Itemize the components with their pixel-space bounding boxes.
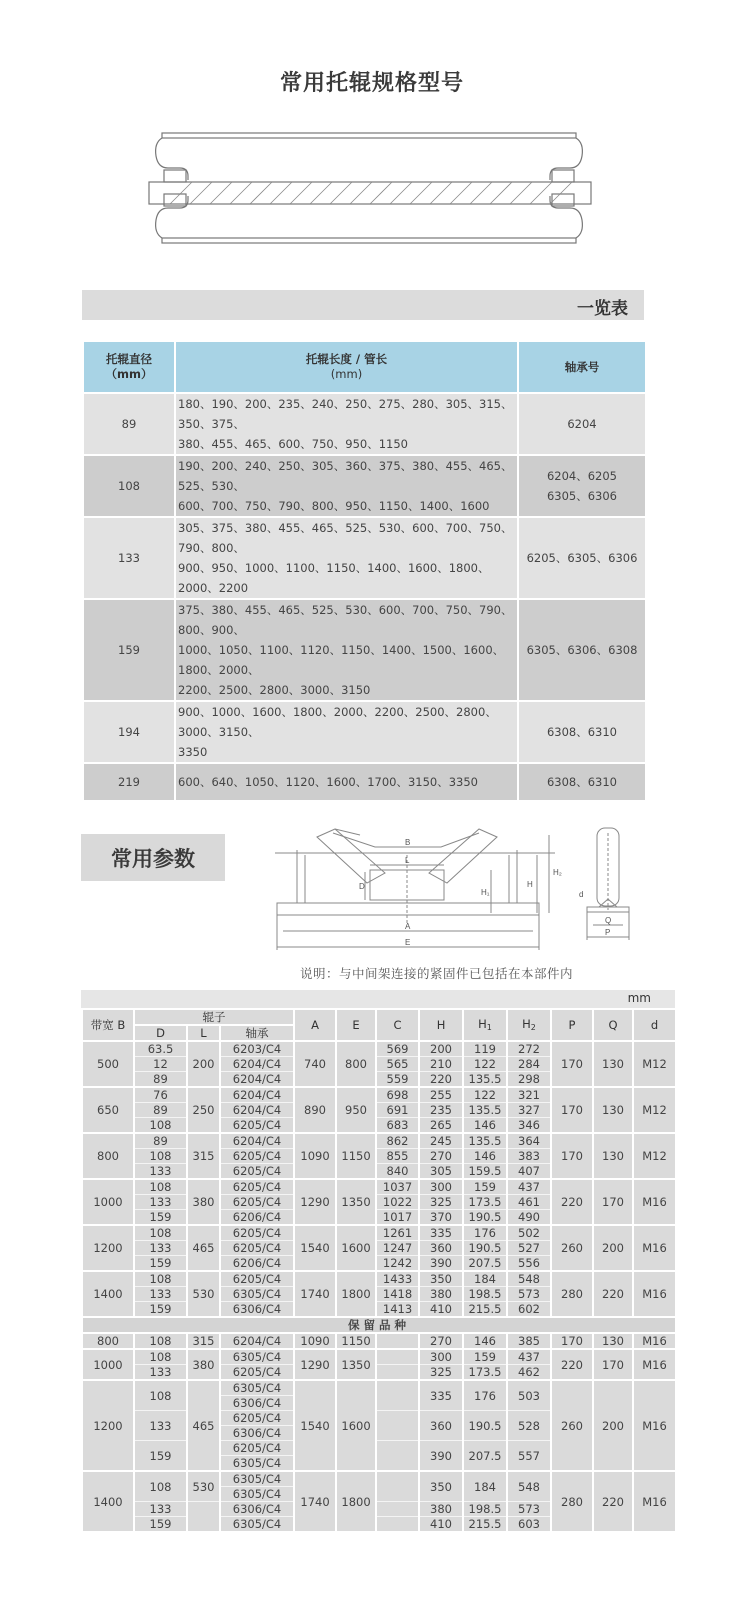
table-cell: 335 [419, 1380, 463, 1411]
idler-parameters-table [81, 1010, 677, 1531]
table-cell: 383 [507, 1149, 551, 1164]
table-cell: 1290 [294, 1349, 336, 1380]
params-band-label: 常用参数 [111, 847, 195, 871]
table-cell: 6305/C4 [220, 1287, 294, 1302]
table-cell: 603 [507, 1517, 551, 1532]
dim-label-Q: Q [605, 916, 612, 925]
table-cell: 1740 [294, 1271, 336, 1317]
table-cell: 135.5 [463, 1133, 507, 1149]
table-cell: 170 [593, 1179, 633, 1225]
table-row [82, 1041, 676, 1057]
table-cell: 565 [376, 1057, 419, 1072]
table-cell: 315 [187, 1333, 220, 1349]
assembly-note: 说明：与中间架连接的紧固件已包括在本部件内 [300, 966, 574, 981]
table-cell: 245 [419, 1133, 463, 1149]
table-row [82, 1271, 676, 1287]
table-cell: 6205/C4 [220, 1195, 294, 1210]
table-cell: 410 [419, 1302, 463, 1318]
table-cell: 1247 [376, 1241, 419, 1256]
table-row [82, 1179, 676, 1195]
col-header-P: P [551, 1010, 593, 1041]
col-header-D: D [134, 1025, 187, 1041]
table-cell: 855 [376, 1149, 419, 1164]
table-cell: 691 [376, 1103, 419, 1118]
table-cell: 6205/C4 [220, 1411, 294, 1426]
table-cell: 1350 [336, 1179, 376, 1225]
table-cell [376, 1333, 419, 1349]
table-cell: 548 [507, 1271, 551, 1287]
belt-width-cell: 650 [82, 1087, 134, 1133]
table-cell: 556 [507, 1256, 551, 1272]
col-header-A: A [294, 1010, 336, 1041]
table-cell: 108 [134, 1333, 187, 1349]
table-row [82, 1087, 676, 1103]
table-cell: M16 [633, 1471, 676, 1531]
table-cell: 800 [336, 1041, 376, 1087]
table-cell: 133 [134, 1365, 187, 1381]
table-cell: 6205/C4 [220, 1225, 294, 1241]
table-cell: 265 [419, 1118, 463, 1134]
table-cell: 1800 [336, 1271, 376, 1317]
table-cell: 159 [134, 1302, 187, 1318]
table-cell: 800 [82, 1333, 134, 1349]
table-cell: 6205/C4 [220, 1118, 294, 1134]
table-cell: 300 [419, 1179, 463, 1195]
table-cell: 740 [294, 1041, 336, 1087]
dim-label-H1: H₁ [481, 888, 490, 897]
col-header-roller: 辊子 [134, 1010, 294, 1025]
table-cell: M16 [633, 1271, 676, 1317]
table-cell: 108 [134, 1118, 187, 1134]
table-cell: 1413 [376, 1302, 419, 1318]
table-cell: 465 [187, 1380, 220, 1471]
table-cell: 1433 [376, 1271, 419, 1287]
table-cell: 360 [419, 1411, 463, 1441]
dim-label-D: D [359, 882, 365, 891]
table-cell: 528 [507, 1411, 551, 1441]
table-cell: 133 [134, 1287, 187, 1302]
table-cell: 146 [463, 1333, 507, 1349]
table-cell: 380 [419, 1287, 463, 1302]
table-cell: 235 [419, 1103, 463, 1118]
table-row: 108 190、200、240、250、305、360、375、380、455、465、525、530、 600、700、750、790、800、950、1150、1400、1600 6204、6205 6305、6306 [83, 455, 646, 517]
table-cell [187, 1502, 220, 1532]
belt-width-cell: 1000 [82, 1179, 134, 1225]
table-cell: 159 [134, 1256, 187, 1272]
table-cell: 130 [593, 1041, 633, 1087]
dim-label-A: A [405, 922, 411, 931]
table-cell: 12 [134, 1057, 187, 1072]
table-cell: 6205/C4 [220, 1164, 294, 1180]
table-cell: 133 [134, 1411, 187, 1441]
table-cell: 220 [593, 1471, 633, 1531]
table-cell [376, 1471, 419, 1502]
table-cell: 1540 [294, 1380, 336, 1471]
col-header-H1: $H_1$ [463, 1010, 507, 1041]
table-cell: 170 [593, 1349, 633, 1380]
belt-width-cell: 800 [82, 1133, 134, 1179]
table-cell: 184 [463, 1271, 507, 1287]
table-cell: 557 [507, 1441, 551, 1472]
table-cell: 530 [187, 1271, 220, 1317]
table-cell: 108 [134, 1380, 187, 1411]
table-cell: 220 [593, 1271, 633, 1317]
table-cell: 1200 [82, 1380, 134, 1471]
table-cell: 170 [551, 1087, 593, 1133]
idler-dimension-drawing [265, 825, 645, 960]
table-cell: 530 [187, 1471, 220, 1502]
table-cell: 89 [134, 1103, 187, 1118]
table-cell: 6205/C4 [220, 1179, 294, 1195]
dim-label-P: P [605, 928, 611, 937]
table-cell: 260 [551, 1225, 593, 1271]
dim-label-H: H [527, 880, 533, 889]
table-cell: 548 [507, 1471, 551, 1502]
table-cell: 698 [376, 1087, 419, 1103]
table-cell: 1400 [82, 1471, 134, 1531]
table-cell: 321 [507, 1087, 551, 1103]
table-cell: 284 [507, 1057, 551, 1072]
table-cell: 1600 [336, 1380, 376, 1471]
table-cell: 6305/C4 [220, 1487, 294, 1502]
table-cell: 250 [187, 1087, 220, 1133]
table-cell: 602 [507, 1302, 551, 1318]
table-cell [376, 1349, 419, 1365]
table-row [82, 1225, 676, 1241]
col-header-Q: Q [593, 1010, 633, 1041]
table-cell: 1150 [336, 1333, 376, 1349]
table-cell: 6205/C4 [220, 1241, 294, 1256]
table-cell: 108 [134, 1225, 187, 1241]
table-cell: 346 [507, 1118, 551, 1134]
table-cell: 200 [419, 1041, 463, 1057]
table-cell: 350 [419, 1471, 463, 1502]
table-cell [376, 1365, 419, 1381]
table-cell: 173.5 [463, 1195, 507, 1210]
table-cell: 1290 [294, 1179, 336, 1225]
table-cell: 200 [593, 1225, 633, 1271]
table-cell: 490 [507, 1210, 551, 1226]
table-cell: 159.5 [463, 1164, 507, 1180]
table-cell: 390 [419, 1441, 463, 1472]
table-row [82, 1380, 676, 1396]
table-cell: 559 [376, 1072, 419, 1088]
table-cell: 89 [134, 1133, 187, 1149]
table-cell: 108 [134, 1149, 187, 1164]
dim-label-B: B [405, 838, 411, 847]
table-cell: 465 [187, 1225, 220, 1271]
table-cell: 170 [551, 1333, 593, 1349]
table-cell: 437 [507, 1349, 551, 1365]
table-row: 89 180、190、200、235、240、250、275、280、305、315、350、375、 380、455、465、600、750、950、1150 6204 [83, 393, 646, 455]
table-cell: 122 [463, 1087, 507, 1103]
table-cell: 260 [551, 1380, 593, 1471]
table-cell: 190.5 [463, 1411, 507, 1441]
table-cell: 198.5 [463, 1287, 507, 1302]
table-cell: 6204/C4 [220, 1087, 294, 1103]
table-cell: 190.5 [463, 1210, 507, 1226]
table-row: 159 375、380、455、465、525、530、600、700、750、790、800、900、 1000、1050、1100、1120、1150、1400、1500、1600、1800、2000、 2200、2500、2800、3000、3150 6305、6306、6308 [83, 599, 646, 701]
table-cell: 190.5 [463, 1241, 507, 1256]
table-cell: 410 [419, 1517, 463, 1532]
table-cell: M16 [633, 1179, 676, 1225]
table-cell: 461 [507, 1195, 551, 1210]
table-cell: 6305/C4 [220, 1456, 294, 1472]
table-cell: 200 [593, 1380, 633, 1471]
dim-label-H2: H₂ [553, 868, 562, 877]
table-cell: M12 [633, 1133, 676, 1179]
table-cell: 6206/C4 [220, 1210, 294, 1226]
col-header-C: C [376, 1010, 419, 1041]
table-cell: 6205/C4 [220, 1149, 294, 1164]
table-cell: 6205/C4 [220, 1271, 294, 1287]
belt-width-cell: 500 [82, 1041, 134, 1087]
table-cell: 130 [593, 1133, 633, 1179]
table-cell: 6305/C4 [220, 1380, 294, 1396]
col-header-bearing: 轴承号 [518, 341, 646, 393]
table-cell: 6306/C4 [220, 1396, 294, 1411]
table-cell: 380 [187, 1179, 220, 1225]
table-cell: 6306/C4 [220, 1502, 294, 1517]
table-cell: 6205/C4 [220, 1441, 294, 1456]
table-cell: 390 [419, 1256, 463, 1272]
table-cell: 6305/C4 [220, 1471, 294, 1487]
table-row [82, 1471, 676, 1487]
table-cell: 146 [463, 1149, 507, 1164]
table-cell: 437 [507, 1179, 551, 1195]
table-cell [376, 1411, 419, 1441]
roller-overview-table [82, 340, 647, 802]
table-cell: 360 [419, 1241, 463, 1256]
table-cell: 573 [507, 1502, 551, 1517]
table-cell: M16 [633, 1333, 676, 1349]
table-cell: 6306/C4 [220, 1302, 294, 1318]
table-cell: 270 [419, 1149, 463, 1164]
table-cell: 327 [507, 1103, 551, 1118]
table-cell: 280 [551, 1471, 593, 1531]
table-cell: 1090 [294, 1133, 336, 1179]
table-cell: 305 [419, 1164, 463, 1180]
col-header-H2: $H_2$ [507, 1010, 551, 1041]
col-header-length: 托辊长度 / 管长 (mm) [175, 341, 518, 393]
table-cell: 220 [419, 1072, 463, 1088]
table-row [82, 1133, 676, 1149]
table-cell: 6203/C4 [220, 1041, 294, 1057]
table-cell: 255 [419, 1087, 463, 1103]
table-cell: 1800 [336, 1471, 376, 1531]
table-cell: 207.5 [463, 1441, 507, 1472]
table-cell: 130 [593, 1087, 633, 1133]
table-cell: 300 [419, 1349, 463, 1365]
overview-band [82, 290, 644, 320]
table-cell: 133 [134, 1164, 187, 1180]
dim-label-E: E [405, 938, 411, 947]
table-cell: 210 [419, 1057, 463, 1072]
table-cell: 215.5 [463, 1517, 507, 1532]
table-cell: 364 [507, 1133, 551, 1149]
table-cell: 325 [419, 1365, 463, 1381]
table-row: 194 900、1000、1600、1800、2000、2200、2500、2800、3000、3150、 3350 6308、6310 [83, 701, 646, 763]
table-cell: 135.5 [463, 1072, 507, 1088]
table-cell: 270 [419, 1333, 463, 1349]
table-cell: 6206/C4 [220, 1256, 294, 1272]
table-cell: 950 [336, 1087, 376, 1133]
table-cell: 325 [419, 1195, 463, 1210]
table-cell: 159 [463, 1349, 507, 1365]
unit-label: mm [627, 991, 651, 1005]
table-cell: 272 [507, 1041, 551, 1057]
table-row: 219 600、640、1050、1120、1600、1700、3150、3350 6308、6310 [83, 763, 646, 801]
table-cell [376, 1380, 419, 1411]
table-cell: M12 [633, 1087, 676, 1133]
table-cell: 683 [376, 1118, 419, 1134]
table-cell: 176 [463, 1225, 507, 1241]
table-cell: 1150 [336, 1133, 376, 1179]
table-cell: 220 [551, 1349, 593, 1380]
table-cell: 130 [593, 1333, 633, 1349]
table-cell: 1000 [82, 1349, 134, 1380]
col-header-d: d [633, 1010, 676, 1041]
table-cell: 108 [134, 1471, 187, 1502]
table-row [82, 1349, 676, 1365]
table-cell: 170 [551, 1041, 593, 1087]
table-cell: 215.5 [463, 1302, 507, 1318]
table-cell: 159 [134, 1441, 187, 1472]
table-cell: 1600 [336, 1225, 376, 1271]
table-row [82, 1333, 676, 1349]
table-cell: 1740 [294, 1471, 336, 1531]
table-cell: 108 [134, 1271, 187, 1287]
table-cell: 6204/C4 [220, 1333, 294, 1349]
table-cell: 173.5 [463, 1365, 507, 1381]
table-cell: 502 [507, 1225, 551, 1241]
dim-label-d: d [579, 890, 584, 899]
table-cell: 63.5 [134, 1041, 187, 1057]
col-header-H: H [419, 1010, 463, 1041]
table-cell: 1350 [336, 1349, 376, 1380]
table-cell: 280 [551, 1271, 593, 1317]
params-band [81, 834, 225, 881]
table-cell: 89 [134, 1072, 187, 1088]
table-cell: 6305/C4 [220, 1349, 294, 1365]
table-cell: 133 [134, 1195, 187, 1210]
table-cell: 6204/C4 [220, 1057, 294, 1072]
table-cell: 335 [419, 1225, 463, 1241]
table-cell: 159 [463, 1179, 507, 1195]
table-cell: 6204/C4 [220, 1072, 294, 1088]
table-cell: 385 [507, 1333, 551, 1349]
table-cell: 6204/C4 [220, 1103, 294, 1118]
table-cell: 1017 [376, 1210, 419, 1226]
table-cell: 207.5 [463, 1256, 507, 1272]
table-cell: 569 [376, 1041, 419, 1057]
table-cell: 890 [294, 1087, 336, 1133]
dim-label-L: L [405, 856, 410, 865]
roller-cross-section-drawing [140, 128, 600, 248]
col-header-bearing: 轴承 [220, 1025, 294, 1041]
table-cell: 1037 [376, 1179, 419, 1195]
table-cell: 350 [419, 1271, 463, 1287]
table-cell: 220 [551, 1179, 593, 1225]
unit-band [81, 990, 675, 1008]
table-cell: 108 [134, 1349, 187, 1365]
table-cell: 503 [507, 1380, 551, 1411]
belt-width-cell: 1400 [82, 1271, 134, 1317]
reserved-section-header [82, 1317, 676, 1333]
table-cell: M16 [633, 1380, 676, 1471]
table-cell: 159 [134, 1517, 187, 1532]
table-cell: 198.5 [463, 1502, 507, 1517]
table-cell: 135.5 [463, 1103, 507, 1118]
table-cell: 6204/C4 [220, 1133, 294, 1149]
table-row: 133 305、375、380、455、465、525、530、600、700、750、790、800、 900、950、1000、1100、1150、1400、1600、1800、2000、2200 6205、6305、6306 [83, 517, 646, 599]
table-cell: 146 [463, 1118, 507, 1134]
overview-band-label: 一览表 [577, 299, 628, 319]
table-cell: 1540 [294, 1225, 336, 1271]
table-cell: 862 [376, 1133, 419, 1149]
table-cell: 1242 [376, 1256, 419, 1272]
reserved-label: 保留品种 [82, 1317, 676, 1333]
table-cell: 380 [419, 1502, 463, 1517]
col-header-diameter: 托辊直径 （mm） [83, 341, 175, 393]
table-cell: 840 [376, 1164, 419, 1180]
table-cell [376, 1517, 419, 1532]
table-cell: 315 [187, 1133, 220, 1179]
table-cell: 462 [507, 1365, 551, 1381]
table-cell: 1022 [376, 1195, 419, 1210]
table-cell: 298 [507, 1072, 551, 1088]
table-cell: 119 [463, 1041, 507, 1057]
table-cell: 184 [463, 1471, 507, 1502]
table-cell: M16 [633, 1225, 676, 1271]
table-cell: 380 [187, 1349, 220, 1380]
table-cell: 200 [187, 1041, 220, 1087]
table-cell: 6306/C4 [220, 1426, 294, 1441]
col-header-L: L [187, 1025, 220, 1041]
table-cell: 159 [134, 1210, 187, 1226]
table-cell: 133 [134, 1502, 187, 1517]
table-cell: 6305/C4 [220, 1517, 294, 1532]
table-cell: 76 [134, 1087, 187, 1103]
table-cell: 133 [134, 1241, 187, 1256]
table-cell [376, 1441, 419, 1472]
table-cell: 370 [419, 1210, 463, 1226]
table-cell: 176 [463, 1380, 507, 1411]
belt-width-cell: 1200 [82, 1225, 134, 1271]
table-cell: 108 [134, 1179, 187, 1195]
table-cell: 527 [507, 1241, 551, 1256]
table-cell: 1090 [294, 1333, 336, 1349]
table-cell: 1261 [376, 1225, 419, 1241]
page-title: 常用托辊规格型号 [279, 71, 464, 96]
table-cell: M16 [633, 1349, 676, 1380]
table-cell: 170 [551, 1133, 593, 1179]
table-cell: 122 [463, 1057, 507, 1072]
table-cell: M12 [633, 1041, 676, 1087]
table-cell: 573 [507, 1287, 551, 1302]
col-header-E: E [336, 1010, 376, 1041]
table-cell: 6205/C4 [220, 1365, 294, 1381]
col-header-belt-width: 带宽 B [82, 1010, 134, 1041]
table-cell [376, 1502, 419, 1517]
table-cell: 1418 [376, 1287, 419, 1302]
table-cell: 407 [507, 1164, 551, 1180]
